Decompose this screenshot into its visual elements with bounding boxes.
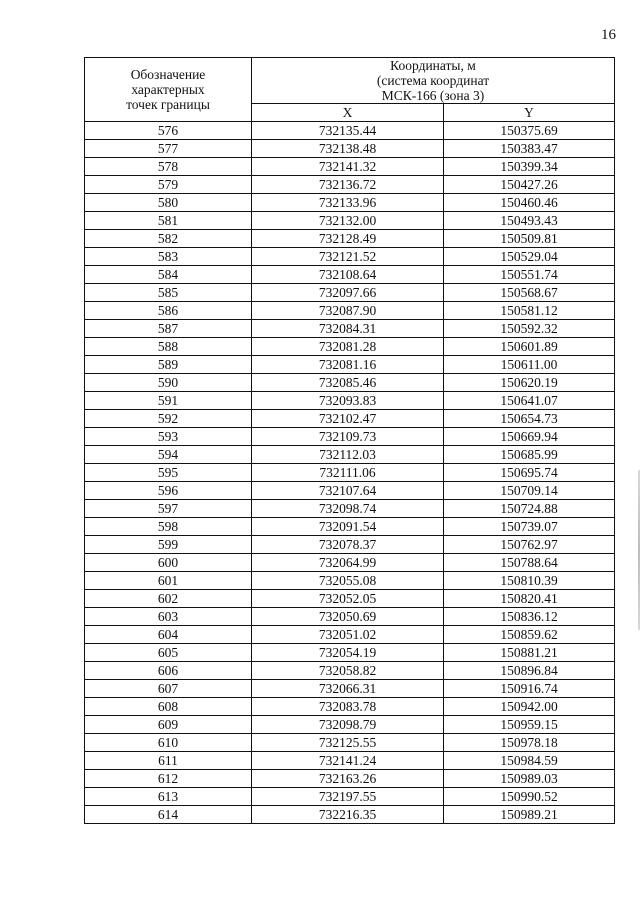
x-coordinate-cell: 732084.31 (252, 320, 444, 338)
point-number-cell: 593 (85, 428, 252, 446)
y-coordinate-cell: 150916.74 (444, 680, 615, 698)
table-row (85, 248, 615, 266)
y-coordinate-cell: 150654.73 (444, 410, 615, 428)
point-number-cell: 586 (85, 302, 252, 320)
coordinates-header (252, 58, 615, 104)
table-row (85, 680, 615, 698)
y-coordinate-cell: 150399.34 (444, 158, 615, 176)
point-number-cell: 606 (85, 662, 252, 680)
x-column-header: X (252, 104, 444, 122)
point-number-cell: 609 (85, 716, 252, 734)
point-number-cell: 614 (85, 806, 252, 824)
table-row (85, 806, 615, 824)
table-row (85, 788, 615, 806)
y-coordinate-cell: 150669.94 (444, 428, 615, 446)
point-number-cell: 592 (85, 410, 252, 428)
x-coordinate-cell: 732197.55 (252, 788, 444, 806)
table-row (85, 518, 615, 536)
y-coordinate-cell: 150383.47 (444, 140, 615, 158)
point-number-cell: 603 (85, 608, 252, 626)
y-coordinate-cell: 150881.21 (444, 644, 615, 662)
point-number-cell: 578 (85, 158, 252, 176)
table-row (85, 644, 615, 662)
x-coordinate-cell: 732097.66 (252, 284, 444, 302)
x-coordinate-cell: 732132.00 (252, 212, 444, 230)
y-coordinate-cell: 150788.64 (444, 554, 615, 572)
table-body (85, 122, 615, 824)
coords-header-line: МСК-166 (зона 3) (381, 88, 485, 103)
point-number-cell: 590 (85, 374, 252, 392)
page-number: 16 (601, 27, 616, 43)
point-number-cell: 613 (85, 788, 252, 806)
y-column-header: Y (444, 104, 615, 122)
x-coordinate-cell: 732135.44 (252, 122, 444, 140)
point-header-line: характерных (131, 82, 205, 97)
y-coordinate-cell: 150724.88 (444, 500, 615, 518)
table-row (85, 698, 615, 716)
y-coordinate-cell: 150568.67 (444, 284, 615, 302)
table-row (85, 410, 615, 428)
y-coordinate-cell: 150984.59 (444, 752, 615, 770)
table-row (85, 590, 615, 608)
y-coordinate-cell: 150959.15 (444, 716, 615, 734)
y-coordinate-cell: 150942.00 (444, 698, 615, 716)
point-number-cell: 605 (85, 644, 252, 662)
y-coordinate-cell: 150551.74 (444, 266, 615, 284)
table-row (85, 536, 615, 554)
point-number-cell: 599 (85, 536, 252, 554)
x-coordinate-cell: 732051.02 (252, 626, 444, 644)
table-row (85, 212, 615, 230)
point-number-cell: 580 (85, 194, 252, 212)
x-coordinate-cell: 732141.32 (252, 158, 444, 176)
table-row (85, 482, 615, 500)
table-row (85, 230, 615, 248)
point-number-cell: 576 (85, 122, 252, 140)
x-coordinate-cell: 732091.54 (252, 518, 444, 536)
table-row (85, 194, 615, 212)
table-row (85, 500, 615, 518)
point-header-line: Обозначение (130, 67, 206, 82)
point-designation-header (85, 58, 252, 122)
table-row (85, 122, 615, 140)
table-row (85, 446, 615, 464)
x-coordinate-cell: 732052.05 (252, 590, 444, 608)
x-coordinate-cell: 732125.55 (252, 734, 444, 752)
x-coordinate-cell: 732102.47 (252, 410, 444, 428)
y-coordinate-cell: 150460.46 (444, 194, 615, 212)
y-coordinate-cell: 150989.21 (444, 806, 615, 824)
x-coordinate-cell: 732109.73 (252, 428, 444, 446)
point-number-cell: 577 (85, 140, 252, 158)
table-row (85, 662, 615, 680)
point-number-cell: 596 (85, 482, 252, 500)
y-coordinate-cell: 150836.12 (444, 608, 615, 626)
y-coordinate-cell: 150611.00 (444, 356, 615, 374)
x-coordinate-cell: 732058.82 (252, 662, 444, 680)
x-coordinate-cell: 732078.37 (252, 536, 444, 554)
table-row (85, 320, 615, 338)
point-number-cell: 579 (85, 176, 252, 194)
point-number-cell: 589 (85, 356, 252, 374)
point-number-cell: 610 (85, 734, 252, 752)
y-coordinate-cell: 150709.14 (444, 482, 615, 500)
point-number-cell: 584 (85, 266, 252, 284)
x-coordinate-cell: 732087.90 (252, 302, 444, 320)
x-coordinate-cell: 732128.49 (252, 230, 444, 248)
y-coordinate-cell: 150739.07 (444, 518, 615, 536)
x-coordinate-cell: 732098.79 (252, 716, 444, 734)
x-coordinate-cell: 732163.26 (252, 770, 444, 788)
x-coordinate-cell: 732111.06 (252, 464, 444, 482)
x-coordinate-cell: 732133.96 (252, 194, 444, 212)
table-row (85, 608, 615, 626)
point-number-cell: 607 (85, 680, 252, 698)
point-number-cell: 583 (85, 248, 252, 266)
x-coordinate-cell: 732138.48 (252, 140, 444, 158)
table-row (85, 284, 615, 302)
point-number-cell: 601 (85, 572, 252, 590)
table-row (85, 770, 615, 788)
x-coordinate-cell: 732093.83 (252, 392, 444, 410)
x-coordinate-cell: 732121.52 (252, 248, 444, 266)
x-coordinate-cell: 732216.35 (252, 806, 444, 824)
y-coordinate-cell: 150695.74 (444, 464, 615, 482)
point-number-cell: 595 (85, 464, 252, 482)
coordinates-table (84, 57, 615, 824)
x-coordinate-cell: 732081.16 (252, 356, 444, 374)
x-coordinate-cell: 732050.69 (252, 608, 444, 626)
point-number-cell: 608 (85, 698, 252, 716)
table-row (85, 338, 615, 356)
point-number-cell: 611 (85, 752, 252, 770)
x-coordinate-cell: 732107.64 (252, 482, 444, 500)
y-coordinate-cell: 150989.03 (444, 770, 615, 788)
y-coordinate-cell: 150592.32 (444, 320, 615, 338)
x-coordinate-cell: 732081.28 (252, 338, 444, 356)
point-number-cell: 598 (85, 518, 252, 536)
table-row (85, 464, 615, 482)
y-coordinate-cell: 150529.04 (444, 248, 615, 266)
x-coordinate-cell: 732055.08 (252, 572, 444, 590)
x-coordinate-cell: 732141.24 (252, 752, 444, 770)
y-coordinate-cell: 150685.99 (444, 446, 615, 464)
point-number-cell: 604 (85, 626, 252, 644)
coords-header-line: (система координат (376, 73, 490, 88)
x-coordinate-cell: 732136.72 (252, 176, 444, 194)
table-row (85, 266, 615, 284)
y-coordinate-cell: 150990.52 (444, 788, 615, 806)
point-number-cell: 585 (85, 284, 252, 302)
table-row (85, 734, 615, 752)
table-row (85, 428, 615, 446)
y-coordinate-cell: 150375.69 (444, 122, 615, 140)
y-coordinate-cell: 150601.89 (444, 338, 615, 356)
point-header-line: точек границы (126, 97, 210, 112)
table-row (85, 626, 615, 644)
x-coordinate-cell: 732054.19 (252, 644, 444, 662)
y-coordinate-cell: 150493.43 (444, 212, 615, 230)
y-coordinate-cell: 150978.18 (444, 734, 615, 752)
point-number-cell: 602 (85, 590, 252, 608)
y-coordinate-cell: 150762.97 (444, 536, 615, 554)
y-coordinate-cell: 150641.07 (444, 392, 615, 410)
x-coordinate-cell: 732085.46 (252, 374, 444, 392)
y-coordinate-cell: 150820.41 (444, 590, 615, 608)
point-number-cell: 612 (85, 770, 252, 788)
point-number-cell: 582 (85, 230, 252, 248)
y-coordinate-cell: 150427.26 (444, 176, 615, 194)
table-row (85, 140, 615, 158)
point-number-cell: 594 (85, 446, 252, 464)
point-number-cell: 591 (85, 392, 252, 410)
table-row (85, 158, 615, 176)
table-row (85, 716, 615, 734)
y-coordinate-cell: 150581.12 (444, 302, 615, 320)
table-row (85, 554, 615, 572)
y-coordinate-cell: 150509.81 (444, 230, 615, 248)
x-coordinate-cell: 732083.78 (252, 698, 444, 716)
point-number-cell: 597 (85, 500, 252, 518)
point-number-cell: 581 (85, 212, 252, 230)
y-coordinate-cell: 150896.84 (444, 662, 615, 680)
y-coordinate-cell: 150859.62 (444, 626, 615, 644)
point-number-cell: 588 (85, 338, 252, 356)
x-coordinate-cell: 732066.31 (252, 680, 444, 698)
table-row (85, 356, 615, 374)
table-row (85, 752, 615, 770)
point-number-cell: 600 (85, 554, 252, 572)
x-coordinate-cell: 732108.64 (252, 266, 444, 284)
y-coordinate-cell: 150810.39 (444, 572, 615, 590)
y-coordinate-cell: 150620.19 (444, 374, 615, 392)
table-row (85, 392, 615, 410)
table-row (85, 572, 615, 590)
table-row (85, 176, 615, 194)
coords-header-line: Координаты, м (390, 58, 476, 73)
x-coordinate-cell: 732112.03 (252, 446, 444, 464)
table-row (85, 302, 615, 320)
table-row (85, 374, 615, 392)
x-coordinate-cell: 732064.99 (252, 554, 444, 572)
x-coordinate-cell: 732098.74 (252, 500, 444, 518)
point-number-cell: 587 (85, 320, 252, 338)
